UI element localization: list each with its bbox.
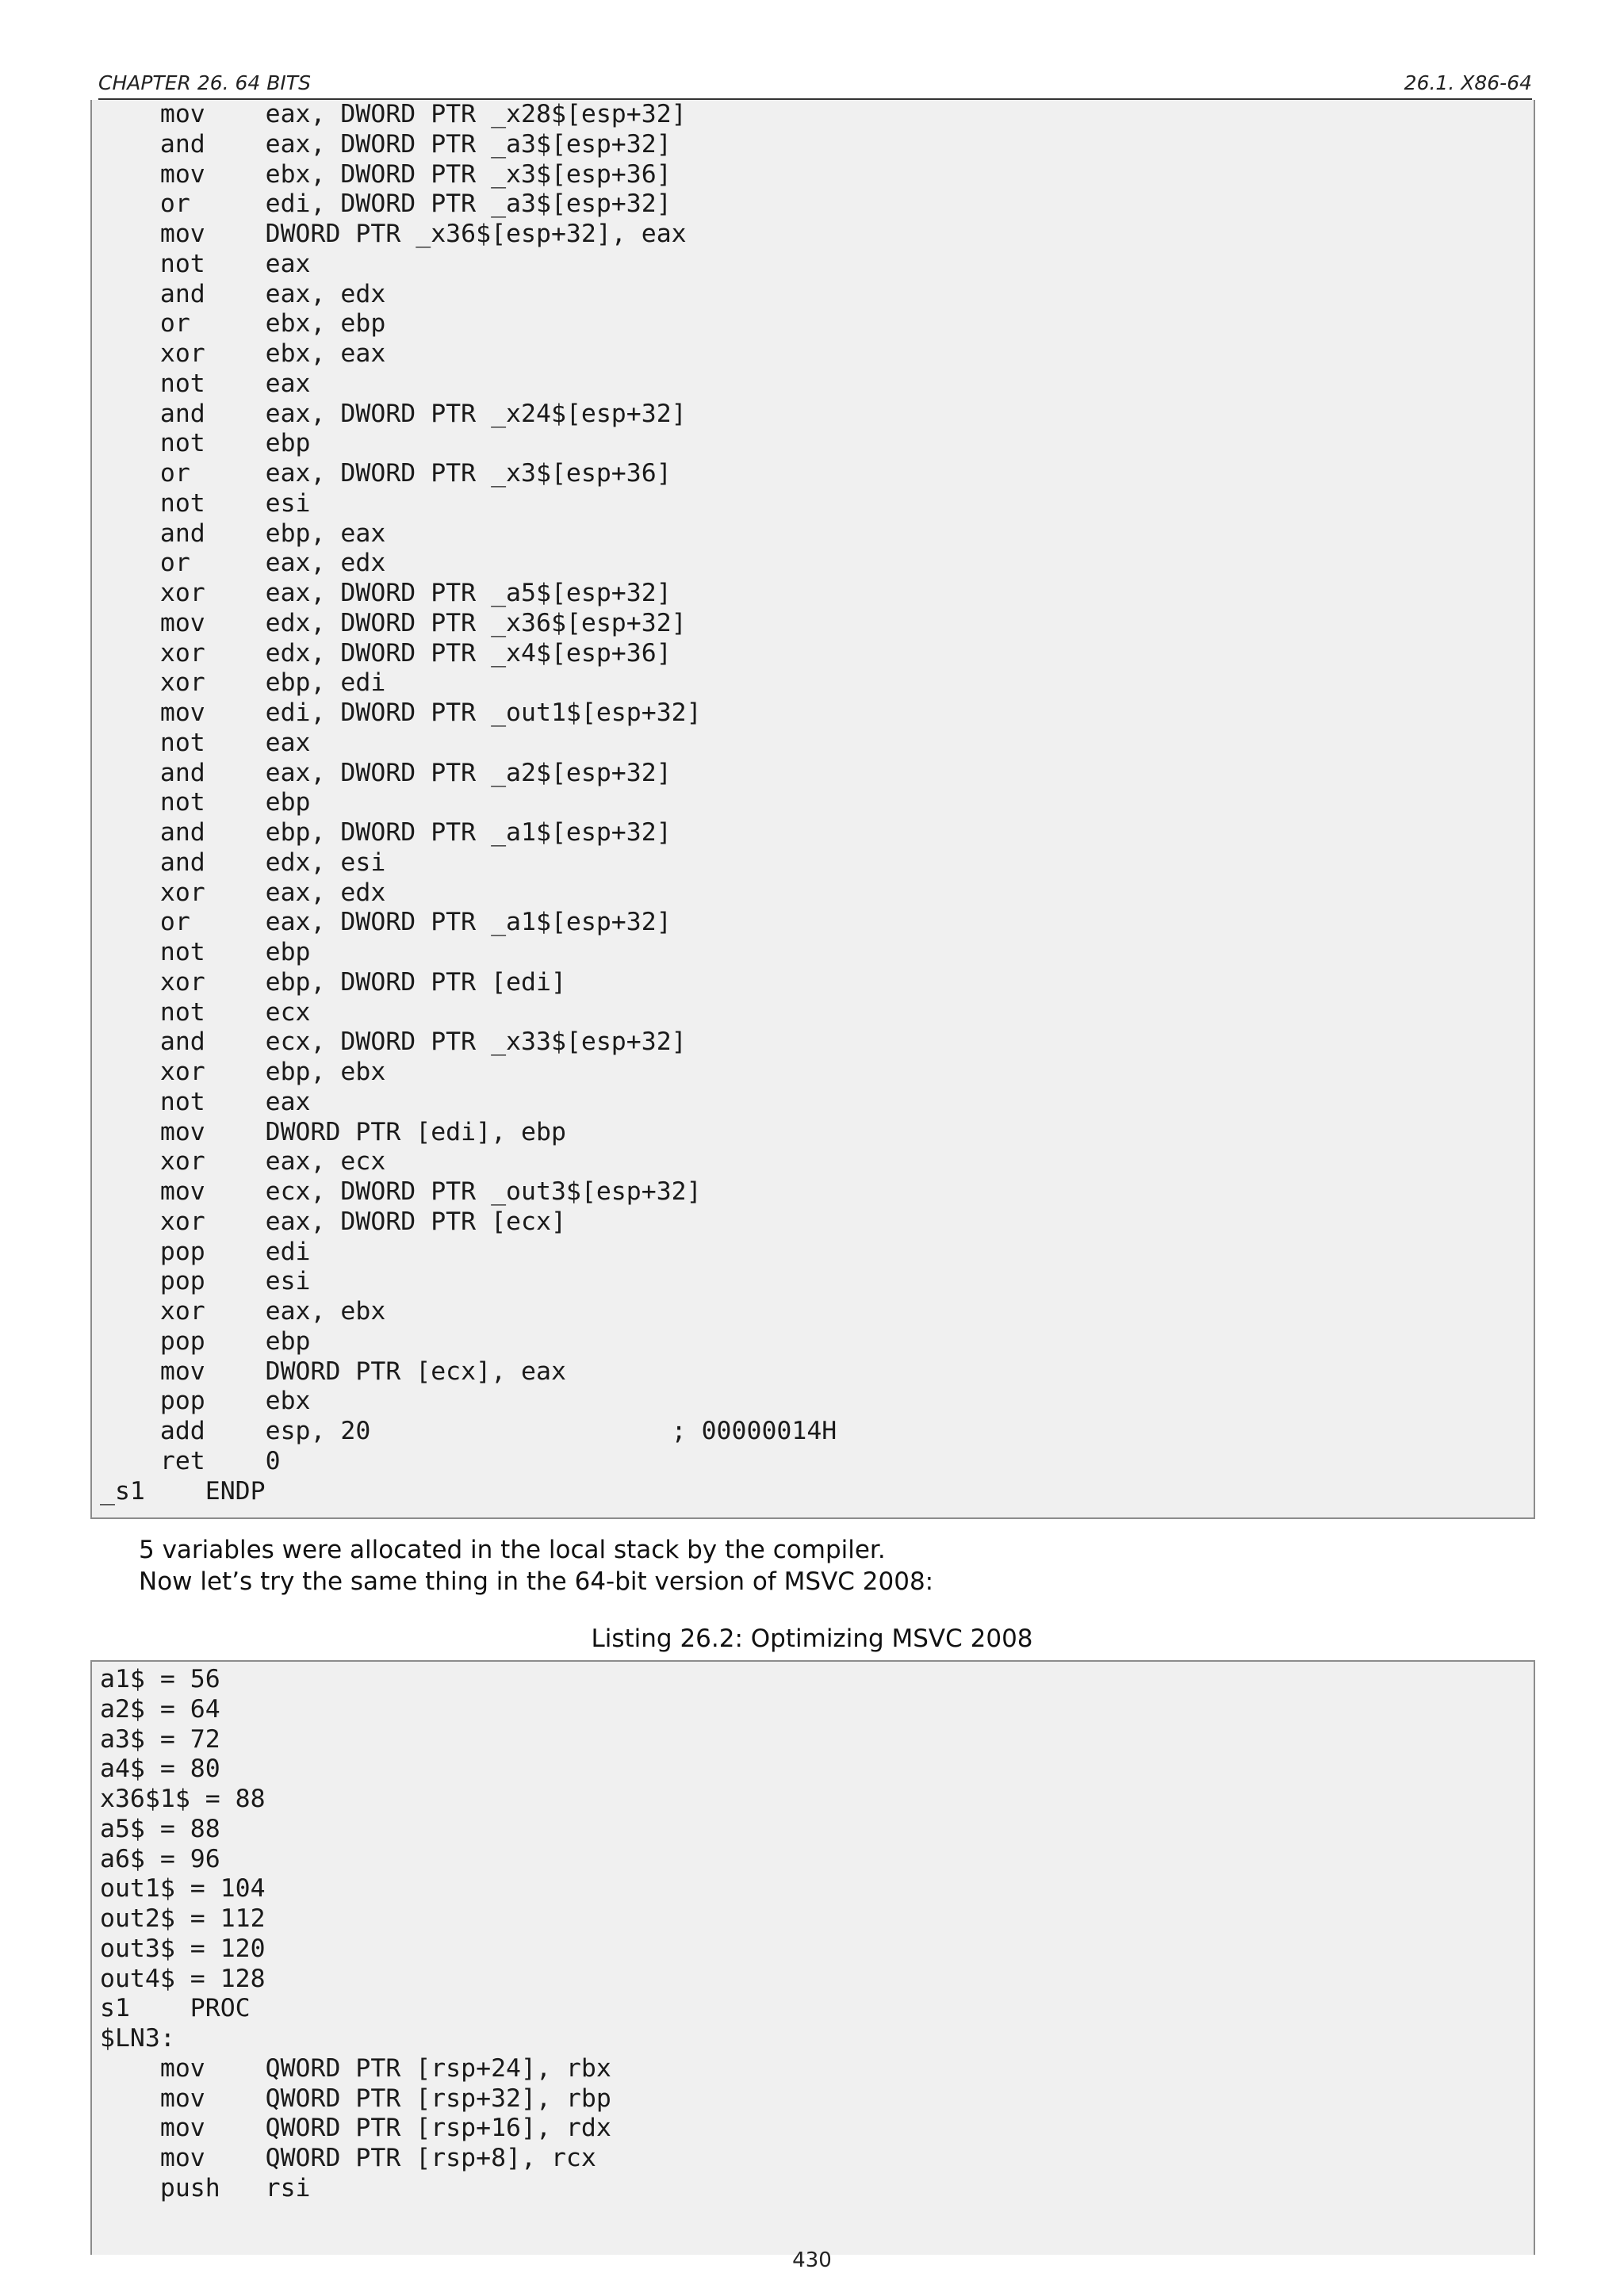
code-line: mov QWORD PTR [rsp+32], rbp — [100, 2084, 611, 2113]
code-line: and ebp, DWORD PTR _a1$[esp+32] — [100, 818, 672, 847]
code-line: _s1 ENDP — [100, 1476, 266, 1506]
chapter-title: CHAPTER 26. 64 BITS — [98, 71, 311, 94]
code-line: xor ebp, edi — [100, 668, 386, 698]
code-line: or eax, DWORD PTR _a1$[esp+32] — [100, 908, 672, 937]
code-line: and ecx, DWORD PTR _x33$[esp+32] — [100, 1027, 687, 1057]
code-line: a6$ = 96 — [100, 1844, 220, 1873]
code-line: or eax, edx — [100, 549, 386, 578]
code-listing-2 — [90, 1660, 1535, 2255]
code-line: a3$ = 72 — [100, 1724, 220, 1754]
code-line: add esp, 20 ; 00000014H — [100, 1417, 837, 1445]
code-line: out1$ = 104 — [100, 1874, 266, 1904]
code-line: and eax, edx — [100, 279, 386, 308]
code-line: mov DWORD PTR [ecx], eax — [100, 1357, 566, 1386]
code-line: xor ebx, eax — [100, 339, 386, 368]
code-line: pop ebx — [100, 1387, 311, 1416]
code-line: x36$1$ = 88 — [100, 1785, 266, 1813]
code-line: xor edx, DWORD PTR _x4$[esp+36] — [100, 638, 672, 668]
code-line: xor eax, DWORD PTR _a5$[esp+32] — [100, 579, 672, 607]
code-listing-1 — [90, 100, 1535, 1519]
code-line: pop ebp — [100, 1326, 311, 1356]
code-line: xor eax, ebx — [100, 1297, 386, 1326]
code-line: and eax, DWORD PTR _a2$[esp+32] — [100, 758, 672, 787]
code-line: not ebp — [100, 938, 311, 966]
code-line: not ebp — [100, 429, 311, 458]
code-line: not eax — [100, 1087, 311, 1116]
code-line: push rsi — [100, 2173, 311, 2202]
code-line: ret 0 — [100, 1446, 281, 1475]
body-paragraph-1: 5 variables were allocated in the local stack by the compiler. — [139, 1536, 886, 1564]
code-line: xor ebp, ebx — [100, 1058, 386, 1086]
code-line: mov edi, DWORD PTR _out1$[esp+32] — [100, 698, 702, 727]
running-header — [98, 68, 1532, 100]
code-line: not eax — [100, 728, 311, 757]
code-line: mov DWORD PTR _x36$[esp+32], eax — [100, 220, 687, 248]
code-line: pop esi — [100, 1267, 311, 1296]
code-line: not eax — [100, 249, 311, 278]
code-line: xor ebp, DWORD PTR [edi] — [100, 967, 566, 997]
code-line: out4$ = 128 — [100, 1964, 266, 1993]
code-line: mov eax, DWORD PTR _x28$[esp+32] — [100, 100, 687, 128]
code-line: not eax — [100, 369, 311, 398]
code-line: a4$ = 80 — [100, 1755, 220, 1784]
code-line: and eax, DWORD PTR _x24$[esp+32] — [100, 399, 687, 428]
code-line: not ebp — [100, 788, 311, 817]
code-line: mov QWORD PTR [rsp+24], rbx — [100, 2053, 611, 2083]
code-listing-1-text — [92, 100, 1534, 1506]
listing-caption: Listing 26.2: Optimizing MSVC 2008 — [591, 1624, 1033, 1653]
code-line: mov QWORD PTR [rsp+16], rdx — [100, 2114, 611, 2143]
code-line: out3$ = 120 — [100, 1934, 266, 1963]
code-line: xor eax, DWORD PTR [ecx] — [100, 1207, 566, 1236]
code-line: out2$ = 112 — [100, 1904, 266, 1933]
code-listing-2-text — [92, 1662, 1534, 2204]
page-number: 430 — [792, 2248, 832, 2272]
code-line: pop edi — [100, 1237, 311, 1266]
body-paragraph-2: Now let’s try the same thing in the 64-bit version of MSVC 2008: — [139, 1567, 934, 1596]
code-line: mov DWORD PTR [edi], ebp — [100, 1117, 566, 1146]
code-line: mov QWORD PTR [rsp+8], rcx — [100, 2144, 596, 2172]
code-line: or ebx, ebp — [100, 309, 386, 339]
code-line: and ebp, eax — [100, 519, 386, 548]
code-line: s1 PROC — [100, 1994, 251, 2023]
code-line: a5$ = 88 — [100, 1814, 220, 1843]
code-line: a1$ = 56 — [100, 1665, 220, 1693]
code-line: mov edx, DWORD PTR _x36$[esp+32] — [100, 608, 687, 637]
code-line: $LN3: — [100, 2024, 175, 2053]
code-line: not ecx — [100, 997, 311, 1027]
code-line: and edx, esi — [100, 848, 386, 877]
code-line: mov ecx, DWORD PTR _out3$[esp+32] — [100, 1177, 702, 1206]
code-line: mov ebx, DWORD PTR _x3$[esp+36] — [100, 159, 672, 189]
code-line: not esi — [100, 488, 311, 518]
code-line: and eax, DWORD PTR _a3$[esp+32] — [100, 129, 672, 159]
code-line: a2$ = 64 — [100, 1694, 220, 1724]
code-line: or edi, DWORD PTR _a3$[esp+32] — [100, 189, 672, 219]
section-title: 26.1. X86-64 — [1404, 71, 1532, 94]
code-line: xor eax, edx — [100, 878, 386, 907]
code-line: or eax, DWORD PTR _x3$[esp+36] — [100, 459, 672, 488]
code-line: xor eax, ecx — [100, 1147, 386, 1177]
